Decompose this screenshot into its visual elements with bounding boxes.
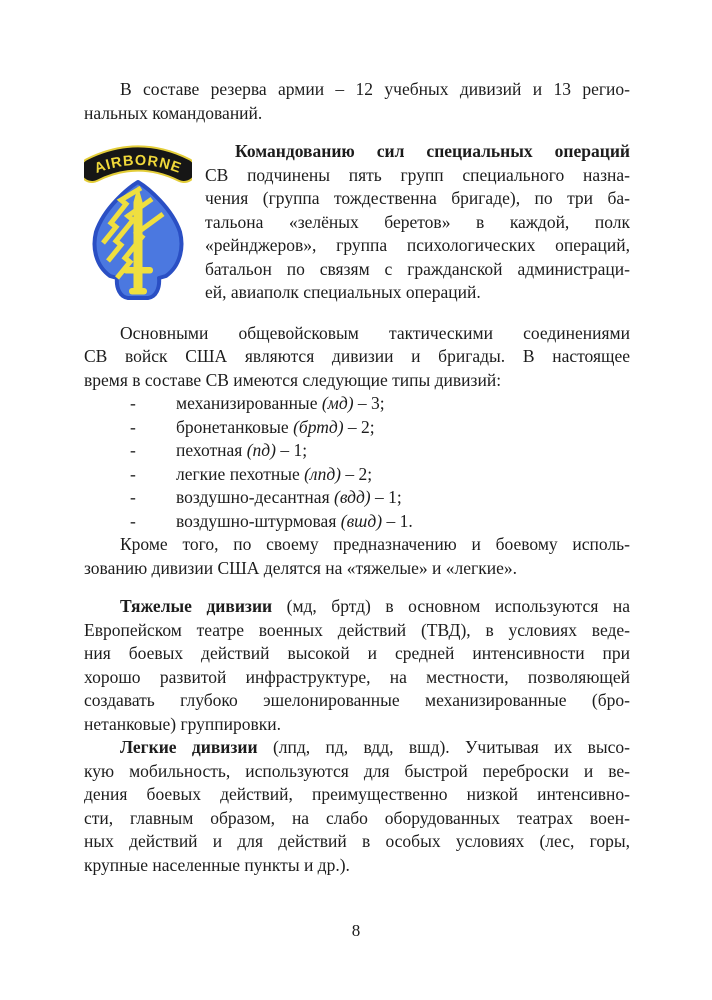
text-line: Легкие дивизии (лпд, пд, вдд, вшд). Учитывая их высо-	[120, 737, 630, 757]
text-line: создавать глубоко эшелонированные механизированные (бро-	[84, 690, 630, 710]
division-list	[84, 392, 630, 533]
airborne-tab-text: AIRBORNE	[92, 152, 184, 177]
text-line: чения (группа тождественна бригаде), по три ба-	[205, 188, 630, 208]
insignia-and-paragraph-row	[84, 140, 630, 305]
list-dash: -	[130, 510, 136, 531]
paragraph-division-types	[84, 322, 630, 393]
text-line: нальных командований.	[84, 102, 263, 123]
text-line: Командованию сил специальных операций	[235, 141, 630, 161]
text-line: хорошо развитой инфраструктуре, на местности, позволяющей	[84, 666, 630, 687]
list-dash: -	[130, 440, 136, 460]
paragraph-army-reserve	[84, 78, 630, 125]
text-line: Тяжелые дивизии (мд, бртд) в основном используются на	[120, 596, 630, 616]
paragraph-light-divisions	[84, 736, 630, 877]
paragraph-classification	[84, 533, 630, 580]
page-number: 8	[351, 921, 361, 940]
list-dash: -	[130, 487, 136, 507]
paragraph-heavy-divisions	[84, 595, 630, 736]
insignia-column	[84, 140, 205, 305]
text-line: ных действий и для действий в особых условиях (лес, горы,	[84, 831, 630, 851]
text-line: ния боевых действий высокой и средней интенсивности при	[84, 643, 630, 663]
text-line: ей, авиаполк специальных операций.	[205, 282, 481, 302]
text-line: тальона «зелёных беретов» в каждой, полк	[205, 211, 630, 232]
paragraph-special-operations	[205, 140, 630, 305]
text-line: время в составе СВ имеются следующие типы дивизий:	[84, 369, 502, 390]
text-line: СВ подчинены пять групп специального назна-	[205, 164, 630, 185]
list-item: - воздушно-штурмовая (вшд) – 1.	[84, 510, 630, 534]
list-dash: -	[130, 463, 136, 484]
text-line: Европейском театре военных действий (ТВД), в условиях веде-	[84, 619, 630, 640]
list-item: - бронетанковые (бртд) – 2;	[84, 416, 630, 440]
text-line: Основными общевойсковым тактическими соединениями	[120, 322, 630, 343]
text-line: «рейнджеров», группа психологических операций,	[205, 235, 630, 255]
text-line: нетанковые) группировки.	[84, 713, 282, 734]
list-dash: -	[130, 393, 136, 413]
text-line: крупные населенные пункты и др.).	[84, 854, 350, 875]
list-item: - воздушно-десантная (вдд) – 1;	[84, 486, 630, 510]
text-line: В составе резерва армии – 12 учебных дивизий и 13 регио-	[120, 79, 630, 99]
text-line: сти, главным образом, на слабо оборудованных театрах воен-	[84, 807, 630, 828]
text-line: кую мобильность, используются для быстрой переброски и ве-	[84, 760, 630, 781]
special-forces-insignia	[84, 142, 192, 304]
list-item: - механизированные (мд) – 3;	[84, 392, 630, 416]
text-line: батальон по связям с гражданской администраци-	[205, 258, 630, 279]
list-item: - пехотная (пд) – 1;	[84, 439, 630, 463]
text-line: дения боевых действий, преимущественно низкой интенсивно-	[84, 784, 630, 804]
text-line: СВ войск США являются дивизии и бригады. В настоящее	[84, 346, 630, 366]
text-content	[84, 78, 630, 877]
list-item: - легкие пехотные (лпд) – 2;	[84, 463, 630, 487]
text-line: зованию дивизии США делятся на «тяжелые» и «легкие».	[84, 557, 517, 578]
list-dash: -	[130, 416, 136, 437]
text-line: Кроме того, по своему предназначению и боевому исполь-	[120, 534, 630, 554]
